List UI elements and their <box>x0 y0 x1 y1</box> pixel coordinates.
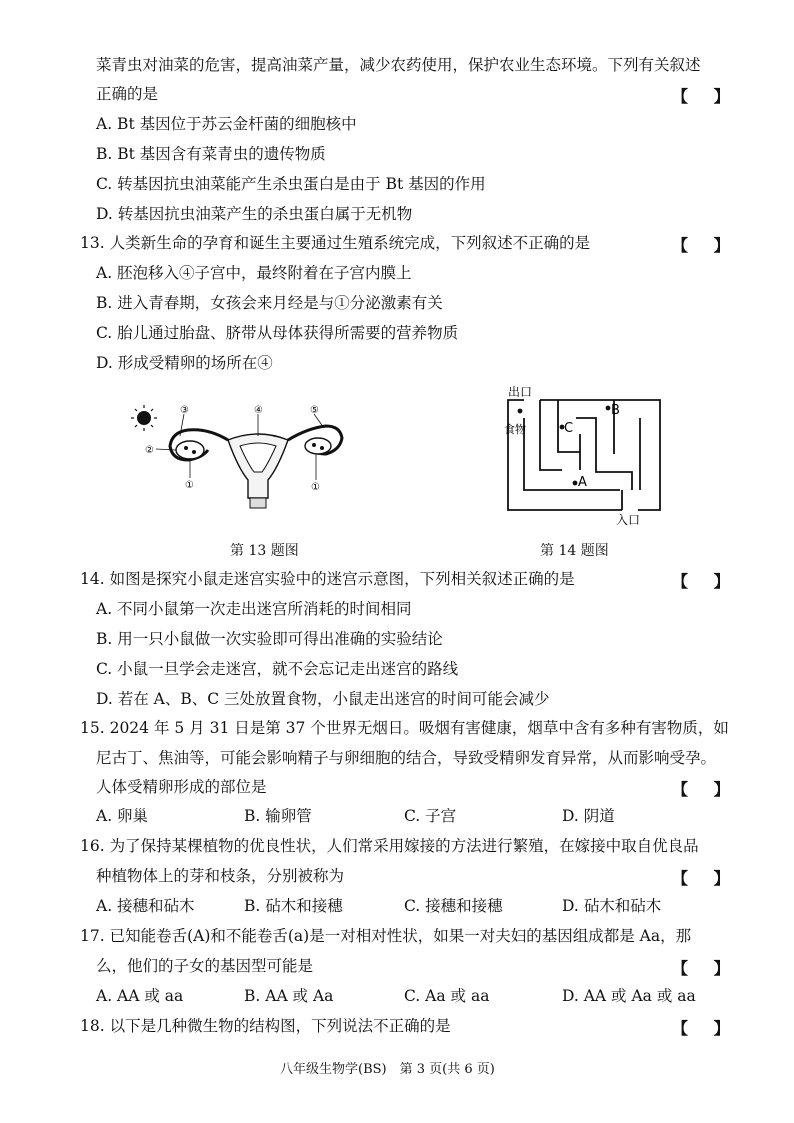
maze-exit-label: 出口 <box>508 385 533 399</box>
q17-stem-line2: 么，他们的子女的基因型可能是 <box>96 957 314 975</box>
q16-option-b: B. 砧木和接穗 <box>244 897 343 915</box>
q13-label-4: ④ <box>254 405 263 416</box>
q13-label-1-left: ① <box>185 480 194 491</box>
q14-option-d: D. 若在 A、B、C 三处放置食物，小鼠走出迷宫的时间可能会减少 <box>96 690 550 708</box>
q14-option-c: C. 小鼠一旦学会走迷宫，就不会忘记走出迷宫的路线 <box>96 660 459 678</box>
q14-stem: 14. 如图是探究小鼠走迷宫实验中的迷宫示意图，下列相关叙述正确的是 <box>80 570 575 588</box>
q13-label-3: ③ <box>180 405 189 416</box>
q13-reproductive-system-figure <box>128 398 368 510</box>
maze-entrance-label: 入口 <box>616 513 641 527</box>
q12-option-c: C. 转基因抗虫油菜能产生杀虫蛋白是由于 Bt 基因的作用 <box>96 175 486 193</box>
q18-answer-bracket: 【 】 <box>672 1019 740 1038</box>
q16-option-a: A. 接穗和砧木 <box>96 897 195 915</box>
q16-stem-line2: 种植物体上的芽和枝条，分别被称为 <box>96 867 345 885</box>
q13-option-c: C. 胎儿通过胎盘、脐带从母体获得所需要的营养物质 <box>96 324 459 342</box>
q12-stem-line2: 正确的是 <box>96 85 159 103</box>
q14-answer-bracket: 【 】 <box>672 572 740 591</box>
maze-point-a: A <box>578 475 587 490</box>
q14-figure-caption: 第 14 题图 <box>540 543 609 559</box>
q14-maze-figure <box>500 378 670 528</box>
q12-answer-bracket: 【 】 <box>672 87 740 106</box>
maze-point-b: B <box>611 403 620 418</box>
q14-option-b: B. 用一只小鼠做一次实验即可得出准确的实验结论 <box>96 630 443 648</box>
q17-option-a: A. AA 或 aa <box>96 987 184 1005</box>
page-footer: 八年级生物学(BS) 第 3 页(共 6 页) <box>280 1062 495 1077</box>
q16-option-d: D. 砧木和砧木 <box>562 897 662 915</box>
q13-stem: 13. 人类新生命的孕育和诞生主要通过生殖系统完成，下列叙述不正确的是 <box>80 234 591 252</box>
q12-option-b: B. Bt 基因含有菜青虫的遗传物质 <box>96 145 326 163</box>
maze-point-c: C <box>564 421 574 436</box>
q18-stem: 18. 以下是几种微生物的结构图，下列说法不正确的是 <box>80 1017 451 1035</box>
q15-option-b: B. 输卵管 <box>244 807 312 825</box>
q15-option-c: C. 子宫 <box>404 807 457 825</box>
q13-label-5: ⑤ <box>310 405 319 416</box>
q13-option-a: A. 胚泡移入④子宫中，最终附着在子宫内膜上 <box>96 264 412 282</box>
q15-stem-line1: 15. 2024 年 5 月 31 日是第 37 个世界无烟日。吸烟有害健康，烟草中含有多种有害物质，如 <box>80 719 729 737</box>
q16-option-c: C. 接穗和接穗 <box>404 897 503 915</box>
q13-option-b: B. 进入青春期，女孩会来月经是与①分泌激素有关 <box>96 294 443 312</box>
q17-option-d: D. AA 或 Aa 或 aa <box>562 987 696 1005</box>
q16-answer-bracket: 【 】 <box>672 869 740 888</box>
q13-answer-bracket: 【 】 <box>672 236 740 255</box>
q13-label-2: ② <box>145 445 154 456</box>
q12-stem-line1: 菜青虫对油菜的危害，提高油菜产量，减少农药使用，保护农业生态环境。下列有关叙述 <box>96 56 701 74</box>
q12-option-d: D. 转基因抗虫油菜产生的杀虫蛋白属于无机物 <box>96 205 413 223</box>
q15-stem-line3: 人体受精卵形成的部位是 <box>96 778 267 796</box>
q17-option-b: B. AA 或 Aa <box>244 987 334 1005</box>
q16-stem-line1: 16. 为了保持某棵植物的优良性状，人们常采用嫁接的方法进行繁殖，在嫁接中取自优良品 <box>80 837 699 855</box>
q15-answer-bracket: 【 】 <box>672 780 740 799</box>
q13-option-d: D. 形成受精卵的场所在④ <box>96 354 273 372</box>
q15-option-a: A. 卵巢 <box>96 807 149 825</box>
q13-figure-caption: 第 13 题图 <box>230 543 299 559</box>
maze-food-label: 食物 <box>504 423 526 436</box>
q15-stem-line2: 尼古丁、焦油等，可能会影响精子与卵细胞的结合，导致受精卵发育异常，从而影响受孕。 <box>96 749 717 767</box>
q14-option-a: A. 不同小鼠第一次走出迷宫所消耗的时间相同 <box>96 600 412 618</box>
q17-option-c: C. Aa 或 aa <box>404 987 490 1005</box>
q17-answer-bracket: 【 】 <box>672 959 740 978</box>
egg-cell-icon <box>131 405 157 431</box>
q13-label-1-right: ① <box>311 482 320 493</box>
q17-stem-line1: 17. 已知能卷舌(A)和不能卷舌(a)是一对相对性状，如果一对夫妇的基因组成都是 Aa，那 <box>80 927 692 945</box>
q15-option-d: D. 阴道 <box>562 807 615 825</box>
q12-option-a: A. Bt 基因位于苏云金杆菌的细胞核中 <box>96 115 357 133</box>
